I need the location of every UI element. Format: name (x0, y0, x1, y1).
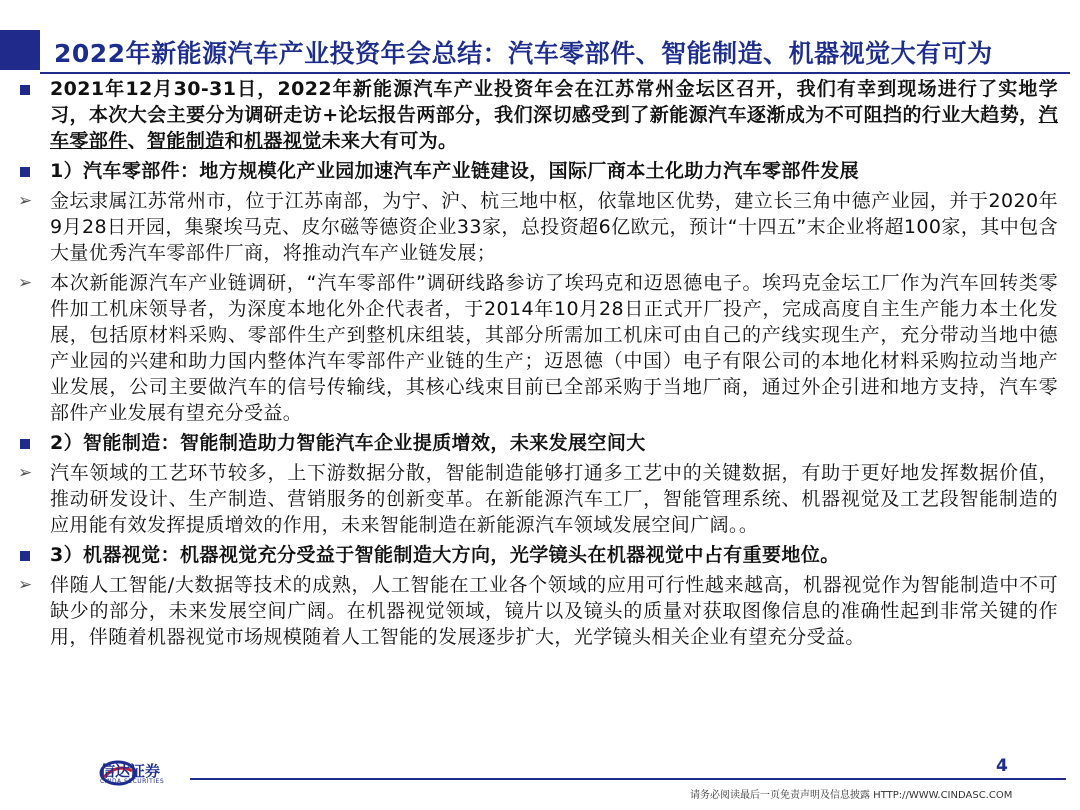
square-bullet-icon (20, 167, 30, 177)
list-item: ➢ 本次新能源汽车产业链调研，“汽车零部件”调研线路参访了埃玛克和迈恩德电子。埃玛克金坛工厂作为汽车回转类零件加工机床领导者，为深度本地化外企代表者，于2014年10月28日正式开厂投产，完成高度自主生产能力本土化发展，包括原材料采购、零部件生产到整机床组装，其部分所需加工机床可由自己的产线实现生产，充分带动当地中德产业园的兴建和助力国内整体汽车零部件产业链的生产；迈恩德（中国）电子有限公司的本地化材料采购拉动当地产业发展，公司主要做汽车的信号传输线，其核心线束目前已全部采购于当地厂商，通过外企引进和地方支持，汽车零部件产业发展有望充分受益。 (18, 272, 1058, 424)
page-number: 4 (996, 756, 1008, 776)
intro-paragraph: 2021年12月30-31日，2022年新能源汽车产业投资年会在江苏常州金坛区召开，我们有幸到现场进行了实地学习，本次大会主要分为调研走访+论坛报告两部分，我们深切感受到了新能源汽车逐渐成为不可阻挡的行业大趋势，汽车零部件、智能制造和机器视觉未来大有可为。 (18, 76, 1058, 154)
list-item: ➢ 金坛隶属江苏常州市，位于江苏南部，为宁、沪、杭三地中枢，依靠地区优势，建立长三角中德产业园，并于2020年9月28日开园，集聚埃马克、皮尔磁等德资企业33家，总投资超6亿欧元，预计“十四五”末企业将超100家，其中包含大量优秀汽车零部件厂商，将推动汽车产业链发展； (18, 190, 1058, 264)
header-divider (40, 72, 1070, 74)
header-accent-bar (0, 30, 40, 70)
arrow-bullet-icon: ➢ (18, 273, 33, 293)
arrow-bullet-icon: ➢ (18, 463, 33, 483)
keyword-auto-parts: 汽车零部件 (50, 104, 1058, 152)
content-body (18, 76, 1058, 654)
logo-name-en: CINDA SECURITIES (100, 778, 165, 785)
footer-divider (190, 778, 1066, 780)
footer-disclaimer: 请务必阅读最后一页免责声明及信息披露 HTTP://WWW.CINDASC.COM (690, 790, 1013, 801)
section-heading-auto-parts: 1）汽车零部件：地方规模化产业园加速汽车产业链建设，国际厂商本土化助力汽车零部件发展 (18, 158, 1058, 184)
list-item: ➢ 汽车领域的工艺环节较多，上下游数据分散，智能制造能够打通多工艺中的关键数据，有助于更好地发挥数据价值，推动研发设计、生产制造、营销服务的创新变革。在新能源汽车工厂，智能管理系统、机器视觉及工艺段智能制造的应用能有效发挥提质增效的作用，未来智能制造在新能源汽车领域发展空间广阔。。 (18, 462, 1058, 536)
keyword-intelligent-manufacturing: 智能制造 (147, 130, 225, 152)
square-bullet-icon (20, 551, 30, 561)
square-bullet-icon (20, 439, 30, 449)
keyword-machine-vision: 机器视觉 (244, 130, 322, 152)
arrow-bullet-icon: ➢ (18, 575, 33, 595)
section-heading-machine-vision: 3）机器视觉：机器视觉充分受益于智能制造大方向，光学镜头在机器视觉中占有重要地位。 (18, 542, 1058, 568)
section-heading-intelligent-manufacturing: 2）智能制造：智能制造助力智能汽车企业提质增效，未来发展空间大 (18, 430, 1058, 456)
logo-name: 信达证券 (100, 762, 161, 780)
list-item: ➢ 伴随人工智能/大数据等技术的成熟，人工智能在工业各个领域的应用可行性越来越高，机器视觉作为智能制造中不可缺少的部分，未来发展空间广阔。在机器视觉领域，镜片以及镜头的质量对获取图像信息的准确性起到非常关键的作用，伴随着机器视觉市场规模随着人工智能的发展逐步扩大，光学镜头相关企业有望充分受益。 (18, 574, 1058, 648)
square-bullet-icon (20, 85, 30, 95)
page-title: 2022年新能源汽车产业投资年会总结：汽车零部件、智能制造、机器视觉大有可为 (54, 39, 993, 68)
arrow-bullet-icon: ➢ (18, 191, 33, 211)
